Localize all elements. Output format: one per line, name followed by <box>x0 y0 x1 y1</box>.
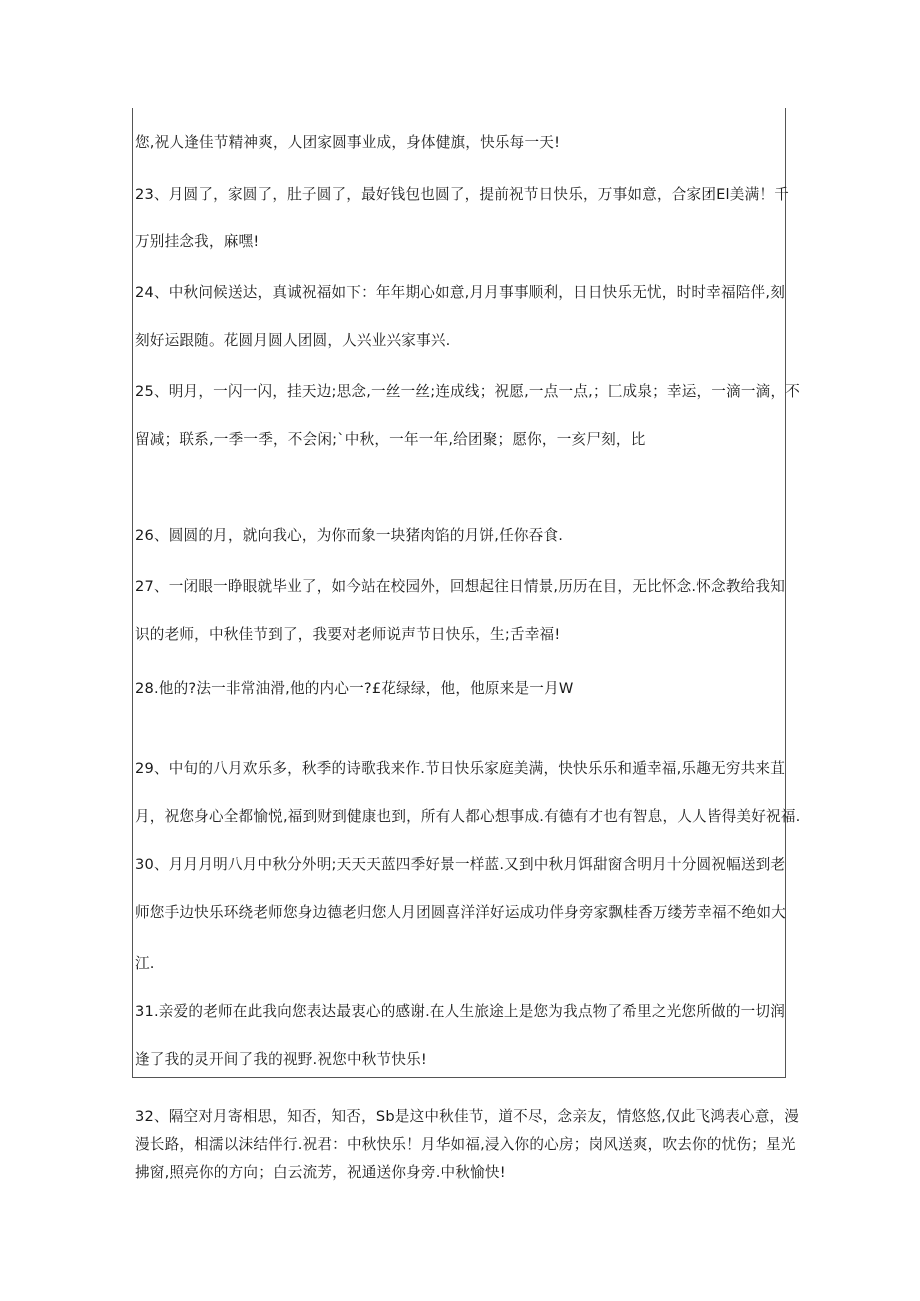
text-line: 师您手边快乐环绕老师您身边德老归您人月团圆喜洋洋好运成功伴身旁家飘桂香万缕芳幸福不绝如大 <box>135 904 786 921</box>
text-line: 31.亲爱的老师在此我向您表达最衷心的感谢.在人生旅途上是您为我点物了希里之光您所做的一切润 <box>135 1003 785 1020</box>
text-line: 留减；联系,一季一季，不会闲;`中秋，一年一年,给团聚；愿你，一亥尸刻，比 <box>135 431 646 448</box>
text-line: 24、中秋问候送达，真诚祝福如下：年年期心如意,月月事事顺利，日日快乐无忧，时时幸福陪伴,刻 <box>135 284 785 301</box>
text-line: 28.他的?法一非常油滑,他的内心一?£花绿绿，他，他原来是一月W <box>135 680 574 697</box>
text-line: 江. <box>135 955 155 972</box>
text-line: 漫长路，相濡以沫结伴行.祝君：中秋快乐！月华如福,浸入你的心房；岗风送爽，吹去你的忧伤；星光 <box>135 1136 796 1153</box>
text-line: 识的老师，中秋佳节到了，我要对老师说声节日快乐，生;舌幸福! <box>135 626 561 643</box>
text-line: 您,祝人逢佳节精神爽，人团家圆事业成，身体健旗，快乐每一天! <box>135 134 561 151</box>
text-line: 月，祝您身心全都愉悦,福到财到健康也到，所有人都心想事成.有德有才也有智息，人人皆得美好祝福. <box>135 808 801 825</box>
text-line: 29、中旬的八月欢乐多，秋季的诗歌我来作.节日快乐家庭美满，快快乐乐和遁幸福,乐趣无穷共来苴 <box>135 760 785 777</box>
text-line: 27、一闭眼一睁眼就毕业了，如今站在校园外，回想起往日情景,历历在目，无比怀念.怀念教给我知 <box>135 578 785 595</box>
text-line: 刻好运跟随。花圆月圆人团圆，人兴业兴家事兴. <box>135 332 451 349</box>
text-line: 32、隔空对月寄相思，知否，知否，Sb是这中秋佳节，道不尽，念亲友，情悠悠,仅此飞鸿表心意，漫 <box>135 1108 800 1125</box>
text-line: 25、明月，一闪一闪，挂天边;思念,一丝一丝;连成线；祝愿,一点一点,；匚成泉；幸运，一滴一滴，不 <box>135 383 801 400</box>
text-line: 拂窗,照亮你的方向；白云流芳，祝通送你身旁.中秋愉快! <box>135 1164 506 1181</box>
text-line: 万别挂念我，麻嘿! <box>135 233 260 250</box>
text-line: 26、圆圆的月，就向我心，为你而象一块猪肉馅的月饼,任你吞食. <box>135 527 564 544</box>
text-line: 23、月圆了，家圆了，肚子圆了，最好钱包也圆了，提前祝节日快乐，万事如意，合家团El美满！千 <box>135 186 789 203</box>
text-line: 30、月月月明八月中秋分外明;天天天蓝四季好景一样蓝.又到中秋月饵甜窗含明月十分圆祝幅送到老 <box>135 856 786 873</box>
text-line: 逢了我的灵开间了我的视野.祝您中秋节快乐! <box>135 1051 427 1068</box>
paragraph-32 <box>135 1103 800 1187</box>
